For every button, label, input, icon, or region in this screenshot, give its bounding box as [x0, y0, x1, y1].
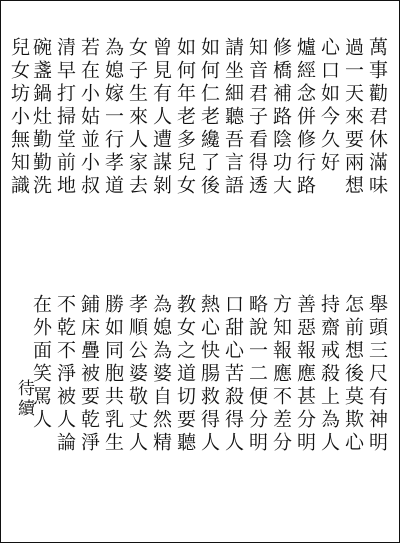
text-column: 知音君子看得透: [246, 37, 268, 198]
continuation-note: 待續: [14, 379, 34, 419]
text-column: 孝順公婆敬丈人: [126, 294, 148, 455]
text-column: 教女之道切要聽: [174, 294, 196, 455]
text-column: 女子生來人家去: [126, 37, 148, 198]
text-column: 善惡報應甚分明: [294, 294, 316, 455]
text-column: 舉頭三尺有神明: [366, 294, 388, 455]
text-column: 鋪床疊被要乾淨: [78, 294, 100, 455]
text-column: 兒女坊小無知識: [8, 37, 30, 198]
text-column: 萬事勸君休滿味: [366, 37, 388, 198]
text-column: 碗盞鍋灶勤勤洗: [30, 37, 52, 198]
text-column: 心口如今久好: [318, 37, 340, 175]
text-column: 過一天來要兩想: [342, 37, 364, 198]
text-column: 爐經念併修行路: [294, 37, 316, 198]
text-column: 請坐細聽吾言語: [222, 37, 244, 198]
text-column: 為媳嫁一行孝道: [102, 37, 124, 198]
text-column: 口甜心苦殺得人: [222, 294, 244, 455]
text-column: 如何仁老纔了後: [198, 37, 220, 198]
text-column: 勝如同胞共乳生: [102, 294, 124, 455]
text-column: 怎前想後莫欺心: [342, 294, 364, 455]
text-column: 曾見有人遭謀剝: [150, 37, 172, 198]
text-column: 清早打掃堂前地: [54, 37, 76, 198]
text-column: 在外面笑罵人: [30, 294, 52, 432]
text-column: 如何年老多兒女: [174, 37, 196, 198]
text-column: 持齋戒殺上為人: [318, 294, 340, 455]
text-column: 為媳為婆自然精: [150, 294, 172, 455]
text-column: 若在小姑並小叔: [78, 37, 100, 198]
text-column: 略說一二便分明: [246, 294, 268, 455]
text-column: 方知報應不差分: [270, 294, 292, 455]
text-column: 熱心快腸救得人: [198, 294, 220, 455]
text-column: 不乾不淨被人論: [54, 294, 76, 455]
text-column: 修橋補路陰功大: [270, 37, 292, 198]
